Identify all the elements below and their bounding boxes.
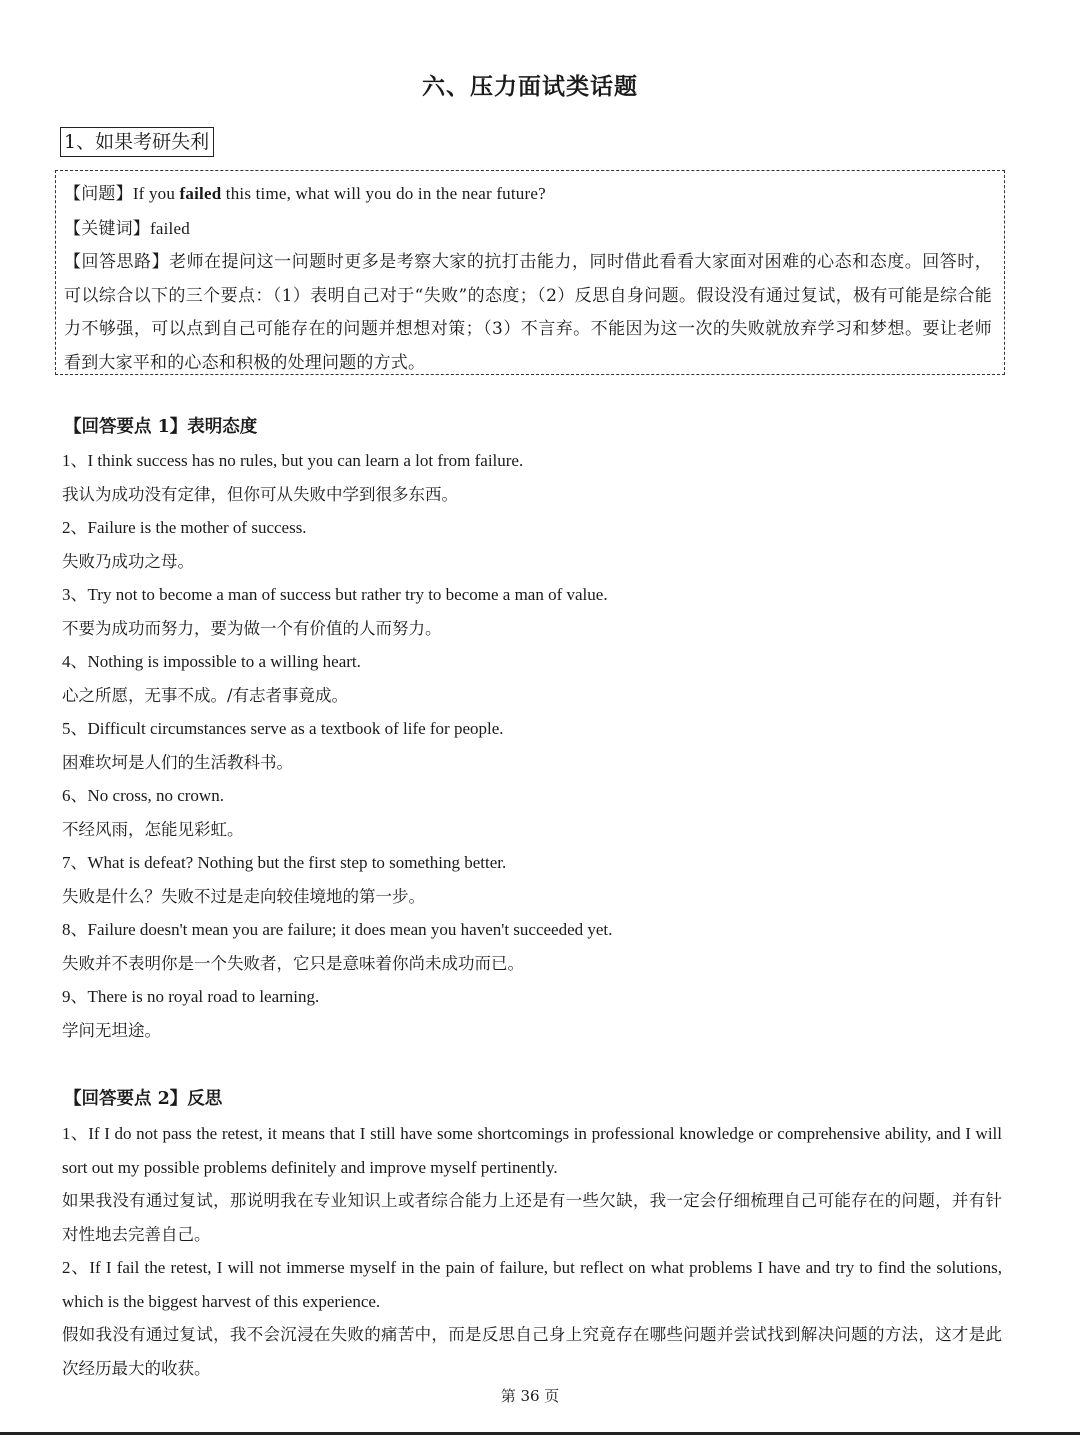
question-line	[64, 177, 992, 212]
bottom-divider	[0, 1432, 1080, 1435]
point1-heading: 【回答要点 1】表明态度	[64, 417, 258, 437]
page-number: 第 36 页	[500, 1387, 560, 1405]
list-item-chinese: 失败并不表明你是一个失败者，它只是意味着你尚未成功而已。	[62, 953, 524, 973]
point2-heading: 【回答要点 2】反思	[64, 1089, 223, 1109]
section-heading: 1、如果考研失利	[60, 127, 214, 157]
list-item-english: 5、Difficult circumstances serve as a textbook of life for people.	[62, 719, 504, 738]
keyword-value: failed	[150, 218, 190, 238]
answer-approach	[64, 246, 992, 380]
list-item-english: 3、Try not to become a man of success but rather try to become a man of value.	[62, 585, 608, 604]
answer-label: 【回答思路】	[64, 252, 170, 272]
keyword-line	[64, 212, 992, 247]
list-item-english: 9、There is no royal road to learning.	[62, 987, 320, 1006]
list-item-chinese: 如果我没有通过复试，那说明我在专业知识上或者综合能力上还是有一些欠缺，我一定会仔细梳理自己可能存在的问题，并有针对性地去完善自己。	[62, 1191, 1002, 1244]
list-item-chinese: 失败乃成功之母。	[62, 551, 194, 571]
list-item-chinese: 学问无坦途。	[62, 1020, 161, 1040]
answer-text: 老师在提问这一问题时更多是考察大家的抗打击能力，同时借此看看大家面对困难的心态和态度。回答时，可以综合以下的三个要点：（1）表明自己对于“失败”的态度；（2）反思自身问题。假设没有通过复试，极有可能是综合能力不够强，可以点到自己可能存在的问题并想想对策；（3）不言弃。不能因为这一次的失败就放弃学习和梦想。要让老师看到大家平和的心态和积极的处理问题的方式。	[64, 252, 992, 373]
list-item-english: 2、If I fail the retest, I will not immerse myself in the pain of failure, but reflect on what problems I have and try to find the solutions, which is the biggest harvest of this experience.	[62, 1258, 1002, 1311]
page-title: 六、压力面试类话题	[422, 73, 638, 100]
list-item-chinese: 心之所愿，无事不成。/有志者事竟成。	[62, 685, 349, 705]
question-label: 【问题】	[64, 184, 133, 204]
question-text-pre: If you	[132, 184, 180, 203]
list-item-chinese: 失败是什么？失败不过是走向较佳境地的第一步。	[62, 886, 425, 906]
list-item-chinese: 不要为成功而努力，要为做一个有价值的人而努力。	[62, 618, 442, 638]
list-item-english: 7、What is defeat? Nothing but the first step to something better.	[62, 853, 507, 872]
question-keyword-bold: failed	[179, 184, 222, 203]
list-item-english: 8、Failure doesn't mean you are failure; it does mean you haven't succeeded yet.	[62, 920, 613, 939]
point2-list	[62, 1117, 1002, 1385]
list-item-chinese: 困难坎坷是人们的生活教科书。	[62, 752, 293, 772]
list-item-english: 1、I think success has no rules, but you can learn a lot from failure.	[62, 451, 524, 470]
point1-list	[62, 444, 1002, 1047]
list-item-english: 2、Failure is the mother of success.	[62, 518, 307, 537]
list-item-english: 1、If I do not pass the retest, it means that I still have some shortcomings in professional knowledge or comprehensive ability, and I will sort out my possible problems definitely and improve myself pertinently.	[62, 1124, 1002, 1177]
question-text-post: this time, what will you do in the near future?	[221, 184, 546, 203]
list-item-chinese: 我认为成功没有定律，但你可从失败中学到很多东西。	[62, 484, 458, 504]
list-item-chinese: 假如我没有通过复试，我不会沉浸在失败的痛苦中，而是反思自己身上究竟存在哪些问题并尝试找到解决问题的方法，这才是此次经历最大的收获。	[62, 1325, 1002, 1378]
list-item-chinese: 不经风雨，怎能见彩虹。	[62, 819, 244, 839]
keyword-label: 【关键词】	[64, 218, 150, 239]
list-item-english: 4、Nothing is impossible to a willing heart.	[62, 652, 361, 671]
question-box	[55, 170, 1005, 375]
list-item-english: 6、No cross, no crown.	[62, 786, 224, 805]
